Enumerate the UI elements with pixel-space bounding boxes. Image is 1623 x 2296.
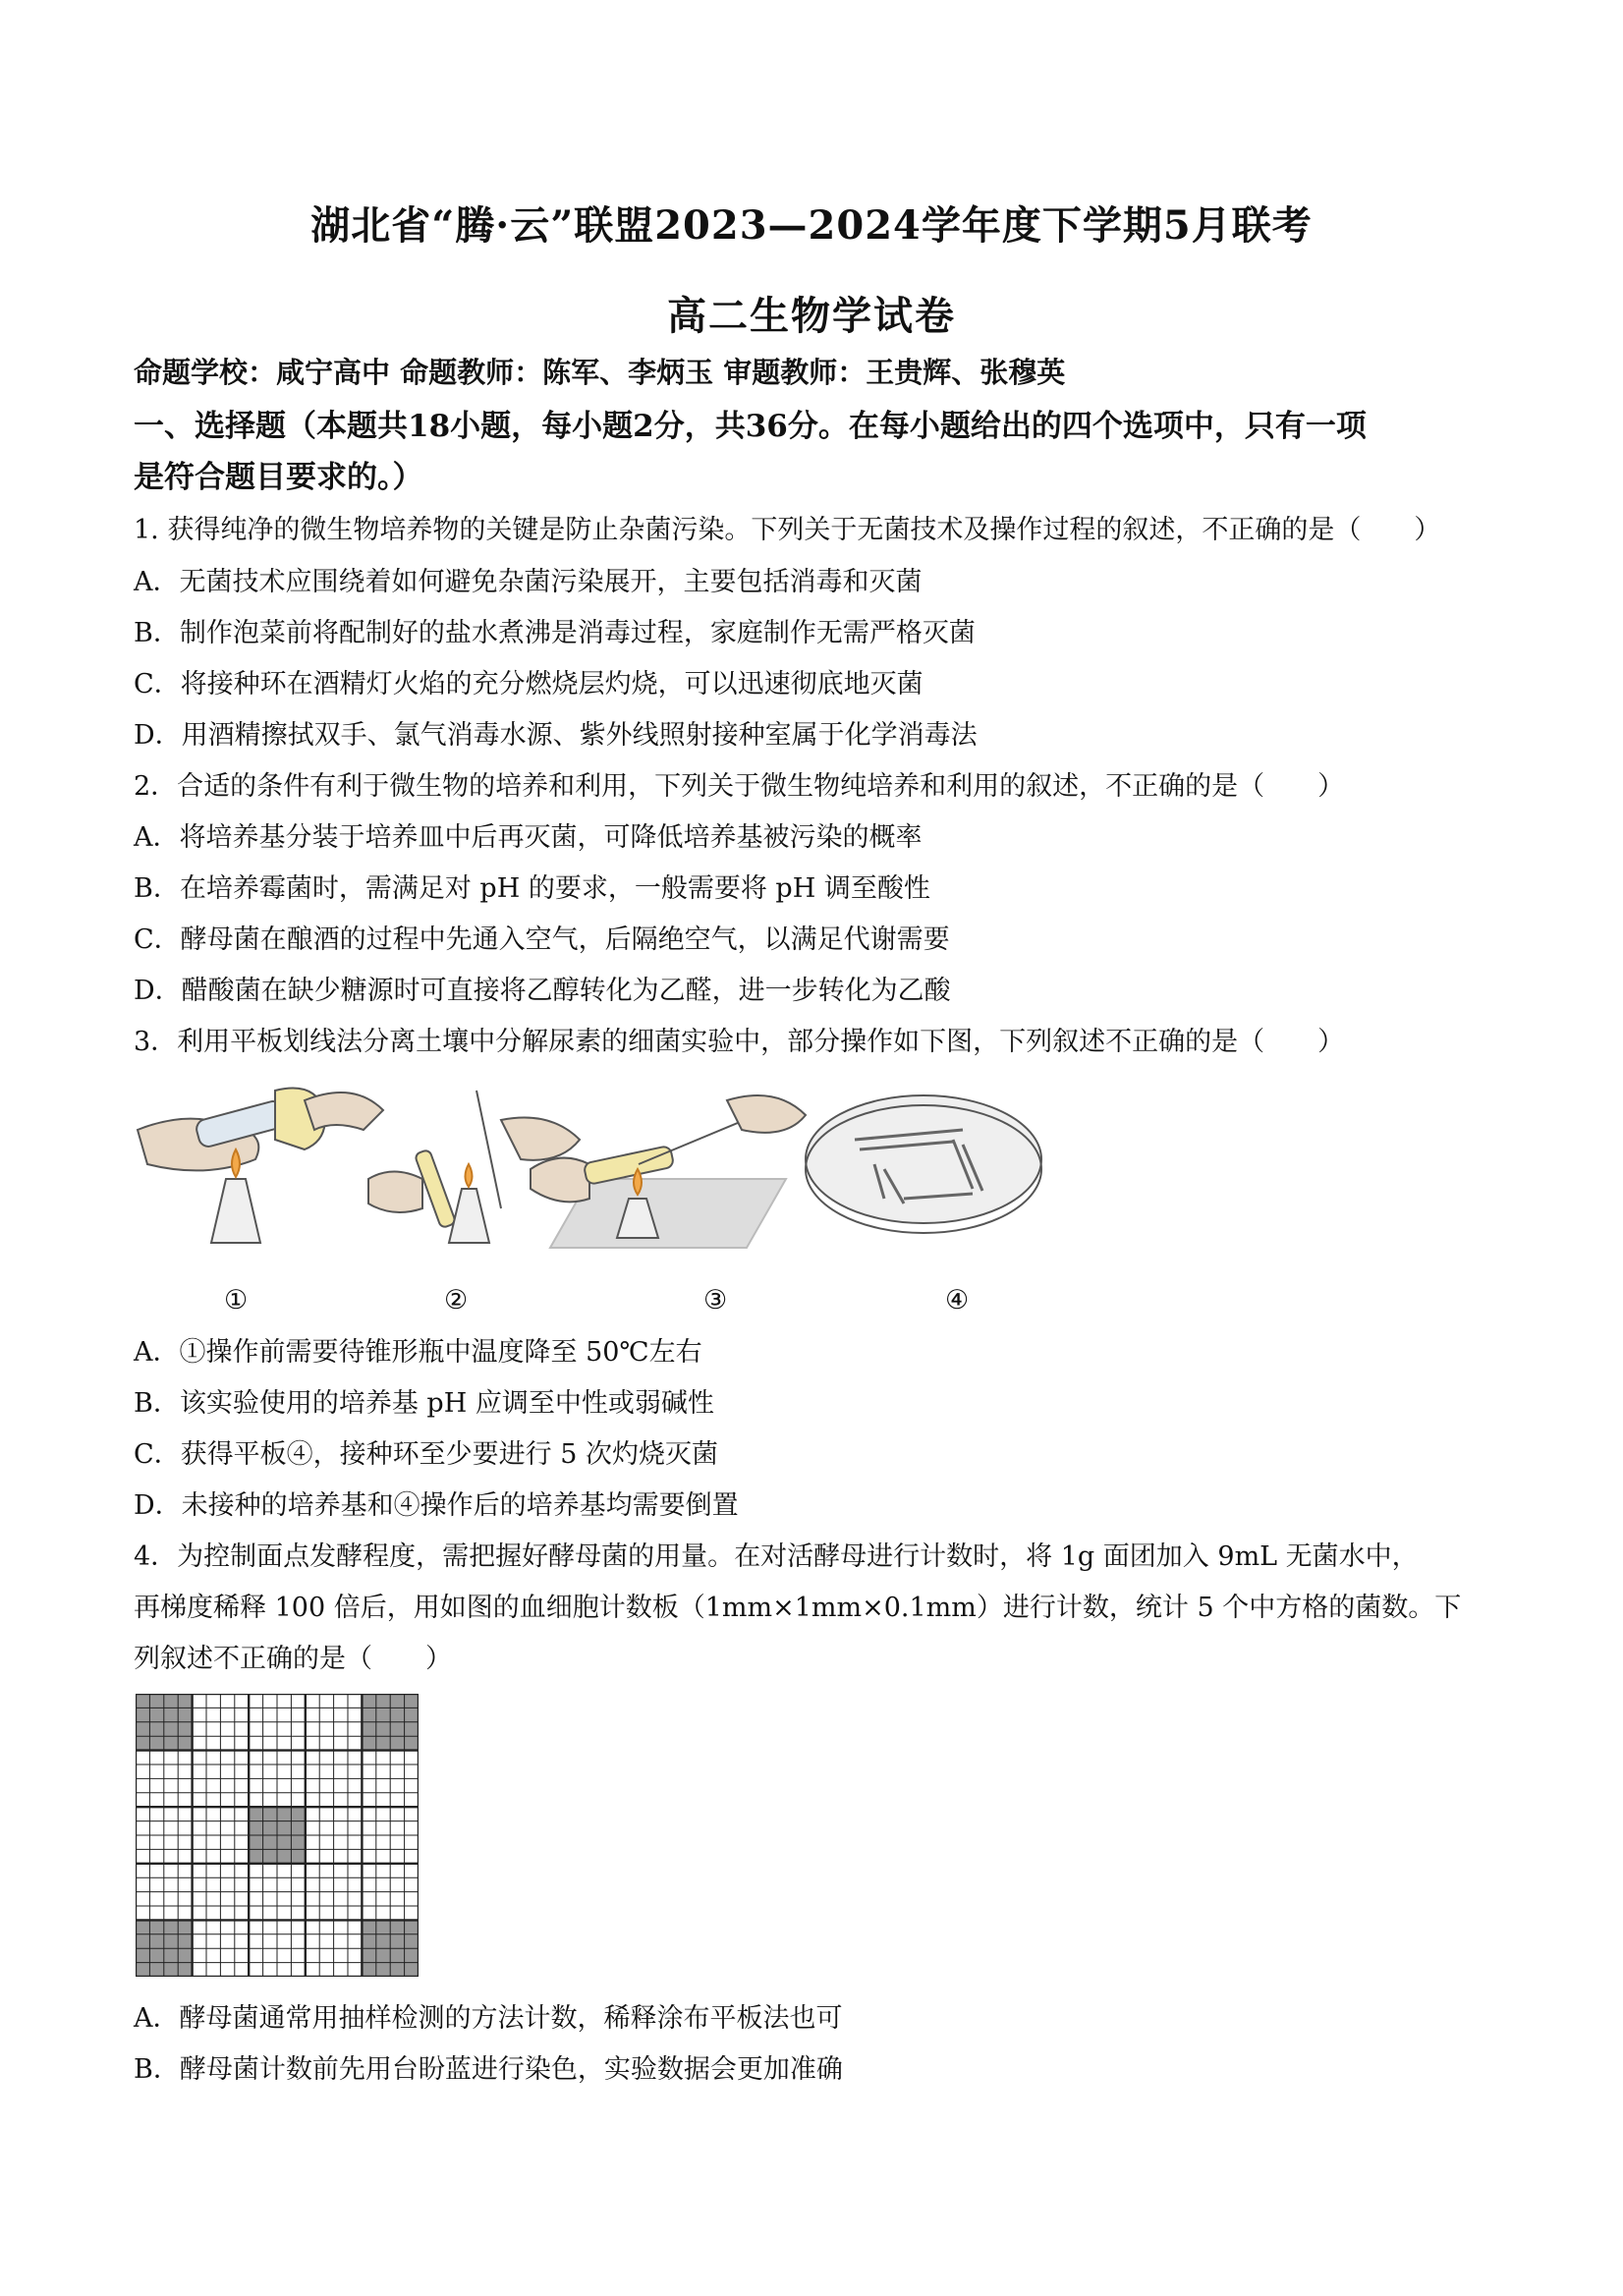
question-4-stem-line3: 列叙述不正确的是（ ） xyxy=(134,1644,452,1674)
question-1-option-b: B．制作泡菜前将配制好的盐水煮沸是消毒过程，家庭制作无需严格灭菌 xyxy=(134,618,976,648)
step4-illustration xyxy=(806,1095,1041,1233)
question-3-option-a: A．①操作前需要待锥形瓶中温度降至 50℃左右 xyxy=(134,1337,702,1368)
figure-label-2: ② xyxy=(444,1285,469,1316)
question-1-option-a: A．无菌技术应围绕着如何避免杂菌污染展开，主要包括消毒和灭菌 xyxy=(134,567,923,597)
question-2-option-c: C．酵母菌在酿酒的过程中先通入空气，后隔绝空气，以满足代谢需要 xyxy=(134,924,950,955)
question-4-stem-line1: 4．为控制面点发酵程度，需把握好酵母菌的用量。在对活酵母进行计数时，将 1g 面团加入 9mL 无菌水中， xyxy=(134,1541,1419,1572)
step1-illustration xyxy=(138,1089,383,1244)
section-heading-line2: 是符合题目要求的。） xyxy=(134,460,423,495)
figure-label-3: ③ xyxy=(703,1285,728,1316)
question-1-option-d: D．用酒精擦拭双手、氯气消毒水源、紫外线照射接种室属于化学消毒法 xyxy=(134,720,978,751)
section-heading-line1: 一、选择题（本题共18小题，每小题2分，共36分。在每小题给出的四个选项中，只有一项 xyxy=(134,409,1367,444)
question-3-option-c: C．获得平板④，接种环至少要进行 5 次灼烧灭菌 xyxy=(134,1439,719,1470)
question-4-option-a: A．酵母菌通常用抽样检测的方法计数，稀释涂布平板法也可 xyxy=(134,2003,843,2034)
step3-illustration xyxy=(531,1095,806,1248)
figure-label-4: ④ xyxy=(945,1285,970,1316)
question-3-stem: 3．利用平板划线法分离土壤中分解尿素的细菌实验中，部分操作如下图，下列叙述不正确的是（ ） xyxy=(134,1027,1345,1057)
question-2-option-a: A．将培养基分装于培养皿中后再灭菌，可降低培养基被污染的概率 xyxy=(134,822,923,853)
question-2-option-b: B．在培养霉菌时，需满足对 pH 的要求，一般需要将 pH 调至酸性 xyxy=(134,873,930,904)
question-4-option-b: B．酵母菌计数前先用台盼蓝进行染色，实验数据会更加准确 xyxy=(134,2054,843,2085)
question-1-stem: 1. 获得纯净的微生物培养物的关键是防止杂菌污染。下列关于无菌技术及操作过程的叙述，不正确的是（ ） xyxy=(134,515,1441,545)
question-1-option-c: C．将接种环在酒精灯火焰的充分燃烧层灼烧，可以迅速彻底地灭菌 xyxy=(134,669,923,700)
streak-plate-figure xyxy=(128,1071,1071,1277)
exam-subtitle: 高二生物学试卷 xyxy=(667,293,956,339)
question-2-option-d: D．醋酸菌在缺少糖源时可直接将乙醇转化为乙醛，进一步转化为乙酸 xyxy=(134,976,951,1006)
question-2-stem: 2．合适的条件有利于微生物的培养和利用，下列关于微生物纯培养和利用的叙述，不正确的是（ ） xyxy=(134,771,1345,802)
question-3-option-b: B．该实验使用的培养基 pH 应调至中性或弱碱性 xyxy=(134,1388,714,1419)
author-info: 命题学校：咸宁高中 命题教师：陈军、李炳玉 审题教师：王贵辉、张穆英 xyxy=(134,356,1066,389)
question-4-stem-line2: 再梯度稀释 100 倍后，用如图的血细胞计数板（1mm×1mm×0.1mm）进行计数，统计 5 个中方格的菌数。下 xyxy=(134,1593,1462,1623)
exam-title: 湖北省“腾·云”联盟2023—2024学年度下学期5月联考 xyxy=(310,202,1313,249)
question-3-option-d: D．未接种的培养基和④操作后的培养基均需要倒置 xyxy=(134,1490,739,1521)
hemocytometer-grid xyxy=(136,1694,419,1977)
streak-plate-illustration xyxy=(128,1071,1071,1277)
figure-label-1: ① xyxy=(224,1285,249,1316)
